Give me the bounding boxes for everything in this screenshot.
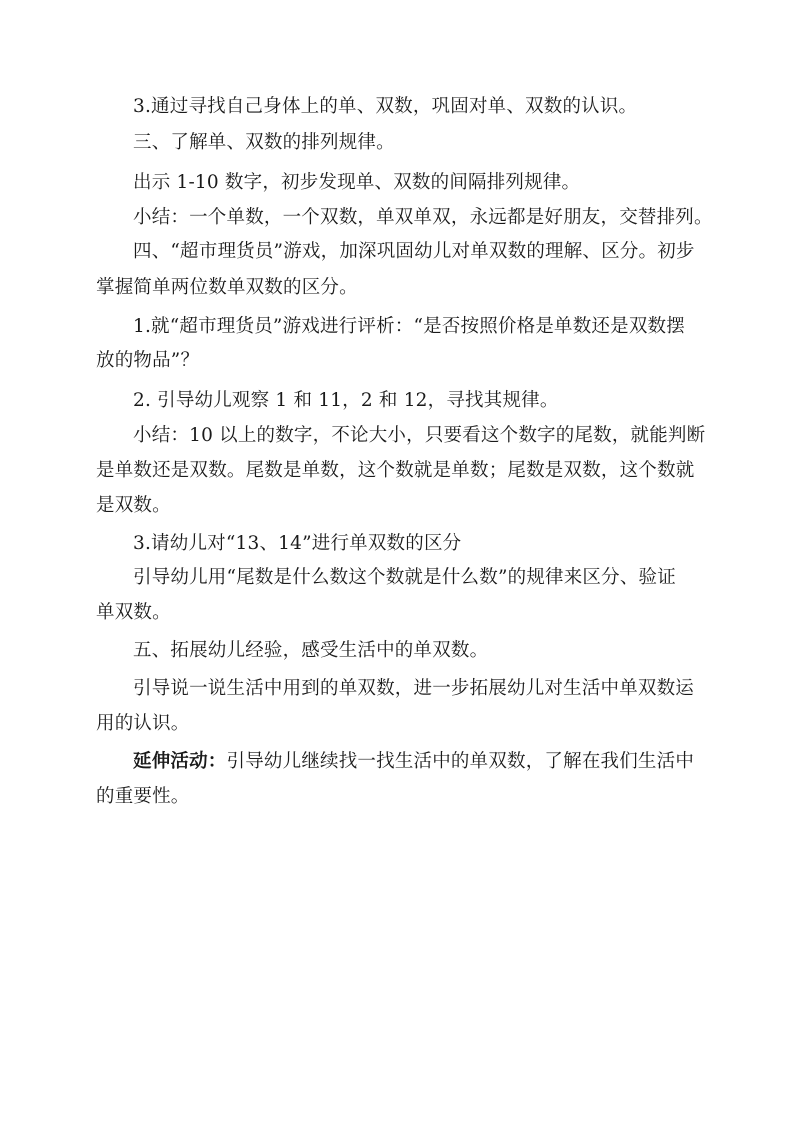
paragraph-line: 单双数。 <box>96 602 171 623</box>
paragraph-line: 1.就“超市理货员”游戏进行评析：“是否按照价格是单数还是双数摆 <box>133 316 685 337</box>
section-heading: 五、拓展幼儿经验，感受生活中的单双数。 <box>133 640 489 661</box>
extension-activity-line <box>133 750 694 774</box>
paragraph-line: 掌握简单两位数单双数的区分。 <box>96 277 358 298</box>
paragraph-line: 的重要性。 <box>96 786 190 807</box>
paragraph-line: 放的物品”？ <box>96 350 200 371</box>
paragraph-line: 出示 1-10 数字，初步发现单、双数的间隔排列规律。 <box>133 172 581 193</box>
extension-activity-label: 延伸活动： <box>133 751 227 772</box>
paragraph-line: 小结：10 以上的数字，不论大小，只要看这个数字的尾数，就能判断 <box>133 425 706 446</box>
extension-activity-text: 引导幼儿继续找一找生活中的单双数，了解在我们生活中 <box>226 751 695 772</box>
paragraph-line: 引导幼儿用“尾数是什么数这个数就是什么数”的规律来区分、验证 <box>133 567 676 588</box>
paragraph-line: 用的认识。 <box>96 713 190 734</box>
paragraph-line: 是双数。 <box>96 495 171 516</box>
paragraph-line: 3.通过寻找自己身体上的单、双数，巩固对单、双数的认识。 <box>133 96 638 117</box>
paragraph-line: 引导说一说生活中用到的单双数，进一步拓展幼儿对生活中单双数运 <box>133 678 695 699</box>
paragraph-line: 3.请幼儿对“13、14”进行单双数的区分 <box>133 533 462 554</box>
paragraph-line: 是单数还是双数。尾数是单数，这个数就是单数；尾数是双数，这个数就 <box>96 460 695 481</box>
paragraph-line: 2. 引导幼儿观察 1 和 11，2 和 12，寻找其规律。 <box>133 390 559 411</box>
section-heading: 四、“超市理货员”游戏，加深巩固幼儿对单双数的理解、区分。初步 <box>133 241 695 262</box>
paragraph-line: 小结：一个单数，一个双数，单双单双，永远都是好朋友，交替排列。 <box>133 207 713 228</box>
section-heading: 三、了解单、双数的排列规律。 <box>133 132 395 153</box>
